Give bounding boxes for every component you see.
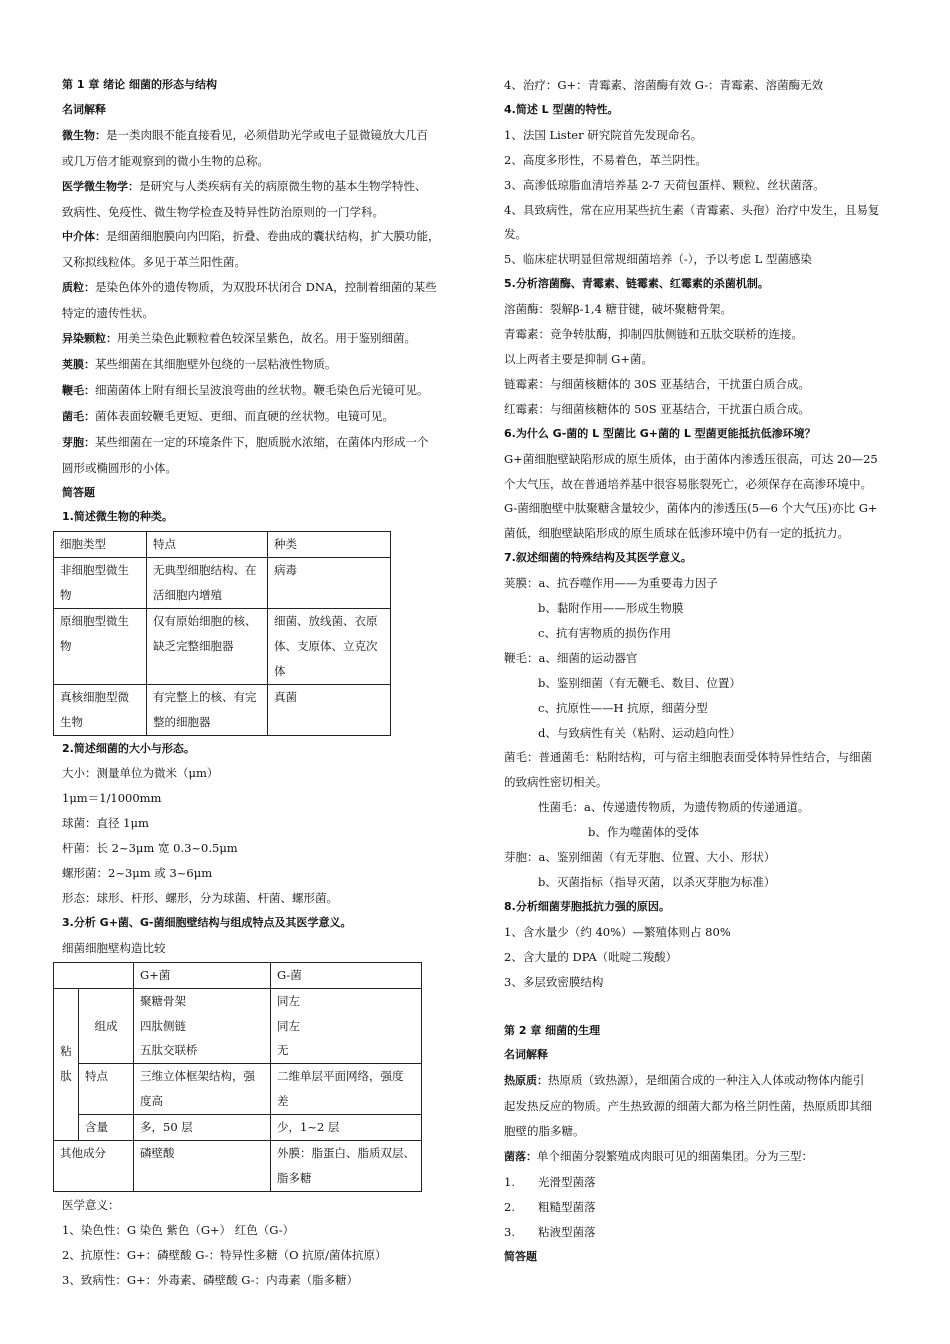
term-text: 起发热反应的物质。产生热致源的细菌大都为格兰阴性菌，热原质即其细: [504, 1099, 872, 1114]
answer-line: 性菌毛：a、传递遗传物质，为遗传物质的传递通道。: [538, 800, 810, 815]
terms-heading: 名词解释: [504, 1048, 548, 1062]
answer-line: b、作为噬菌体的受体: [588, 825, 699, 840]
left-column: [62, 73, 454, 1293]
table-row: [54, 684, 391, 735]
answer-line: 2、含大量的 DPA（吡啶二羧酸）: [504, 949, 678, 964]
right-column: [504, 73, 896, 1270]
table-cell: 三维立体框架结构，强 度高: [134, 1064, 271, 1115]
term-entry: [62, 430, 454, 481]
answer-line: 1μm＝1/1000mm: [62, 791, 162, 806]
answer-line: 1、含水量少（约 40%）—繁殖体则占 80%: [504, 924, 731, 939]
term-entry: [62, 404, 454, 430]
answer-line: 形态：球形、杆形、螺形，分为球菌、杆菌、螺形菌。: [62, 891, 338, 905]
table-cell: 粘 肽: [54, 988, 79, 1140]
table-row: [54, 1064, 422, 1115]
table-row: [54, 988, 422, 1064]
term-text: 热原质（致热源），是细菌合成的一种注入人体或动物体内能引: [548, 1073, 865, 1088]
table-row: [54, 1115, 422, 1141]
answer-line: 杆菌：长 2~3μm 宽 0.3~0.5μm: [62, 841, 238, 856]
answer-line: 球菌：直径 1μm: [62, 816, 149, 831]
terms-heading: 名词解释: [62, 102, 106, 116]
answer-line: 青霉素：竞争转肽酶，抑制四肽侧链和五肽交联桥的连接。: [504, 327, 803, 342]
term-entry: [504, 1144, 896, 1170]
question-1: 1.简述微生物的种类。: [62, 510, 173, 524]
term-key: 中介体：: [62, 230, 106, 244]
answer-line: G+菌细胞壁缺陷形成的原生质体，由于菌体内渗透压很高，可达 20—25: [504, 451, 878, 466]
term-entry: [62, 275, 454, 326]
answer-line: 菌毛：普通菌毛：粘附结构，可与宿主细胞表面受体特异性结合，与细菌: [504, 750, 872, 765]
answer-line: 溶菌酶：裂解β-1,4 糖苷键，破坏聚糖骨架。: [504, 302, 732, 317]
table-cell: 病毒: [268, 558, 391, 609]
answer-line: c、抗原性——H 抗原，细菌分型: [538, 700, 708, 715]
answer-line: 2、抗原性：G+：磷壁酸 G-：特异性多糖（O 抗原/菌体抗原）: [62, 1247, 387, 1262]
answer-line: 红霉素：与细菌核糖体的 50S 亚基结合，干扰蛋白质合成。: [504, 401, 810, 416]
term-key: 质粒：: [62, 281, 95, 295]
term-text: 细菌菌体上附有细长呈波浪弯曲的丝状物。鞭毛染色后光镜可见。: [95, 382, 429, 397]
term-key: 菌毛：: [62, 409, 95, 423]
answer-line: 螺形菌：2~3μm 或 3~6μm: [62, 866, 213, 881]
term-key: 热原质：: [504, 1074, 548, 1088]
answer-line: 医学意义：: [62, 1197, 120, 1212]
answer-line: b、灭菌指标（指导灭菌，以杀灭芽胞为标准）: [538, 875, 776, 889]
table-cell: 二维单层平面网络，强度 差: [271, 1064, 422, 1115]
term-entry: [62, 326, 454, 352]
short-answer-heading: 简答题: [62, 485, 95, 499]
cell-wall-table: [53, 962, 422, 1192]
question-7: 7.叙述细菌的特殊结构及其医学意义。: [504, 551, 692, 565]
term-text: 菌体表面较鞭毛更短、更细、而直硬的丝状物。电镜可见。: [95, 408, 394, 423]
list-item: 3. 粘液型菌落: [504, 1224, 596, 1239]
answer-line: 1、法国 Lister 研究院首先发现命名。: [504, 127, 703, 142]
answer-line: 芽胞：a、鉴别细菌（有无芽胞、位置、大小、形状）: [504, 850, 776, 865]
microbe-types-table: [53, 531, 391, 735]
term-key: 微生物：: [62, 128, 106, 142]
table-cell: 其他成分: [54, 1141, 134, 1192]
answer-line: 4、治疗：G+：青霉素、溶菌酶有效 G-：青霉素、溶菌酶无效: [504, 78, 824, 92]
term-entry: [62, 224, 454, 275]
question-2: 2.简述细菌的大小与形态。: [62, 741, 195, 755]
table-row: [54, 558, 391, 609]
answer-line: 2、高度多形性，不易着色，革兰阴性。: [504, 152, 707, 167]
term-text: 用美兰染色此颗粒着色较深呈紫色，故名。用于鉴别细菌。: [117, 331, 416, 346]
table-cell: 组成: [79, 988, 134, 1064]
term-key: 芽胞：: [62, 435, 95, 449]
answer-line: c、抗有害物质的损伤作用: [538, 625, 671, 640]
chapter-1-title: 第 1 章 绪论 细菌的形态与结构: [62, 78, 217, 91]
table-cell: 特点: [79, 1064, 134, 1115]
table-row: [54, 609, 391, 685]
table-cell: 外膜：脂蛋白、脂质双层、 脂多糖: [271, 1141, 422, 1192]
table-row: [54, 1141, 422, 1192]
table-header-row: [54, 532, 391, 558]
question-3: 3.分析 G+菌、G-菌细胞壁结构与组成特点及其医学意义。: [62, 915, 352, 929]
question-5: 5.分析溶菌酶、青霉素、链霉素、红霉素的杀菌机制。: [504, 277, 769, 291]
term-entry: [504, 1068, 896, 1144]
answer-line: b、黏附作用——形成生物膜: [538, 601, 684, 616]
table-cell: 有完整上的核、有完 整的细胞器: [147, 684, 268, 735]
table-cell: 细菌、放线菌、衣原 体、支原体、立克次 体: [268, 609, 391, 685]
short-answer-heading: 简答题: [504, 1249, 537, 1263]
answer-line: 1、染色性：G 染色 紫色（G+） 红色（G-）: [62, 1222, 295, 1237]
question-8: 8.分析细菌芽胞抵抗力强的原因。: [504, 899, 670, 913]
answer-line: 链霉素：与细菌核糖体的 30S 亚基结合，干扰蛋白质合成。: [504, 376, 810, 391]
term-key: 荚膜：: [62, 357, 95, 371]
answer-line: 4、具致病性，常在应用某些抗生素（青霉素、头孢）治疗中发生，且易复: [504, 202, 880, 217]
answer-line: 的致病性密切相关。: [504, 775, 608, 790]
question-4: 4.简述 L 型菌的特性。: [504, 102, 619, 116]
term-text: 特定的遗传性状。: [62, 306, 154, 321]
table-cell: 聚糖骨架 四肽侧链 五肽交联桥: [134, 988, 271, 1064]
table-header-cell: 特点: [147, 532, 268, 558]
term-text: 单个细菌分裂繁殖成肉眼可见的细菌集团。分为三型：: [537, 1149, 813, 1164]
term-key: 菌落：: [504, 1150, 537, 1164]
table-cell: 多，50 层: [134, 1115, 271, 1141]
table-cell: 仅有原始细胞的核、 缺乏完整细胞器: [147, 609, 268, 685]
answer-line: b、鉴别细菌（有无鞭毛、数目、位置）: [538, 675, 741, 690]
table-cell: 原细胞型微生 物: [54, 609, 147, 685]
table-header-row: [54, 962, 422, 988]
term-entry: [62, 352, 454, 378]
term-text: 又称拟线粒体。多见于革兰阳性菌。: [62, 255, 246, 270]
answer-line: 以上两者主要是抑制 G+菌。: [504, 351, 653, 366]
term-entry: [62, 174, 454, 225]
table-cell: 磷壁酸: [134, 1141, 271, 1192]
term-text: 是染色体外的遗传物质，为双股环状闭合 DNA，控制着细菌的某些: [95, 280, 437, 295]
table-header-cell: G-菌: [271, 962, 422, 988]
answer-line: 荚膜：a、抗吞噬作用——为重要毒力因子: [504, 576, 718, 591]
answer-line: 发。: [504, 227, 527, 242]
term-entry: [62, 378, 454, 404]
table-caption: 细菌细胞壁构造比较: [62, 940, 166, 955]
table-cell: 同左 同左 无: [271, 988, 422, 1064]
answer-line: 3、高渗低琼脂血清培养基 2-7 天荷包蛋样、颗粒、丝状菌落。: [504, 177, 825, 192]
table-cell: 含量: [79, 1115, 134, 1141]
term-key: 鞭毛：: [62, 383, 95, 397]
table-header-cell: [54, 962, 134, 988]
term-text: 是一类肉眼不能直接看见，必须借助光学或电子显微镜放大几百: [106, 127, 428, 142]
term-key: 医学微生物学：: [62, 179, 139, 193]
table-header-cell: 种类: [268, 532, 391, 558]
list-item: 2. 粗糙型菌落: [504, 1199, 596, 1214]
answer-line: 大小：测量单位为微米（μm）: [62, 766, 219, 781]
section-gap: [504, 995, 896, 1019]
table-header-cell: 细胞类型: [54, 532, 147, 558]
answer-line: 鞭毛：a、细菌的运动器官: [504, 650, 638, 665]
term-text: 胞壁的脂多糖。: [504, 1124, 585, 1139]
term-key: 异染颗粒：: [62, 332, 117, 346]
answer-line: 3、致病性：G+：外毒素、磷壁酸 G-：内毒素（脂多糖）: [62, 1272, 359, 1287]
answer-line: G-菌细胞壁中肽聚糖含量较少，菌体内的渗透压(5—6 个大气压)亦比 G+: [504, 501, 878, 516]
table-cell: 真核细胞型微 生物: [54, 684, 147, 735]
term-text: 或几万倍才能观察到的微小生物的总称。: [62, 153, 269, 168]
term-text: 是研究与人类疾病有关的病原微生物的基本生物学特性、: [139, 178, 427, 193]
chapter-2-title: 第 2 章 细菌的生理: [504, 1023, 601, 1037]
list-item: 1. 光滑型菌落: [504, 1174, 596, 1189]
table-cell: 少，1~2 层: [271, 1115, 422, 1141]
term-text: 某些细菌在其细胞壁外包绕的一层粘液性物质。: [95, 356, 337, 371]
term-text: 圆形或椭圆形的小体。: [62, 460, 177, 475]
term-text: 致病性、免疫性、微生物学检查及特异性防治原则的一门学科。: [62, 204, 384, 219]
table-cell: 非细胞型微生 物: [54, 558, 147, 609]
answer-line: 个大气压，故在普通培养基中很容易胀裂死亡，必须保存在高渗环境中。: [504, 476, 872, 491]
answer-line: 5、临床症状明显但常规细菌培养（-），予以考虑 L 型菌感染: [504, 252, 812, 267]
answer-line: 3、多层致密膜结构: [504, 974, 604, 989]
table-cell: 无典型细胞结构、在 活细胞内增殖: [147, 558, 268, 609]
term-text: 某些细菌在一定的环境条件下，胞质脱水浓缩，在菌体内形成一个: [95, 434, 429, 449]
term-entry: [62, 123, 454, 174]
table-header-cell: G+菌: [134, 962, 271, 988]
answer-line: 菌低，细胞壁缺陷形成的原生质球在低渗环境中仍有一定的抵抗力。: [504, 526, 849, 541]
term-text: 是细菌细胞膜向内凹陷，折叠、卷曲成的囊状结构，扩大膜功能，: [106, 229, 440, 244]
question-6: 6.为什么 G-菌的 L 型菌比 G+菌的 L 型菌更能抵抗低渗环境？: [504, 426, 816, 440]
table-cell: 真菌: [268, 684, 391, 735]
answer-line: d、与致病性有关（粘附、运动趋向性）: [538, 725, 741, 740]
